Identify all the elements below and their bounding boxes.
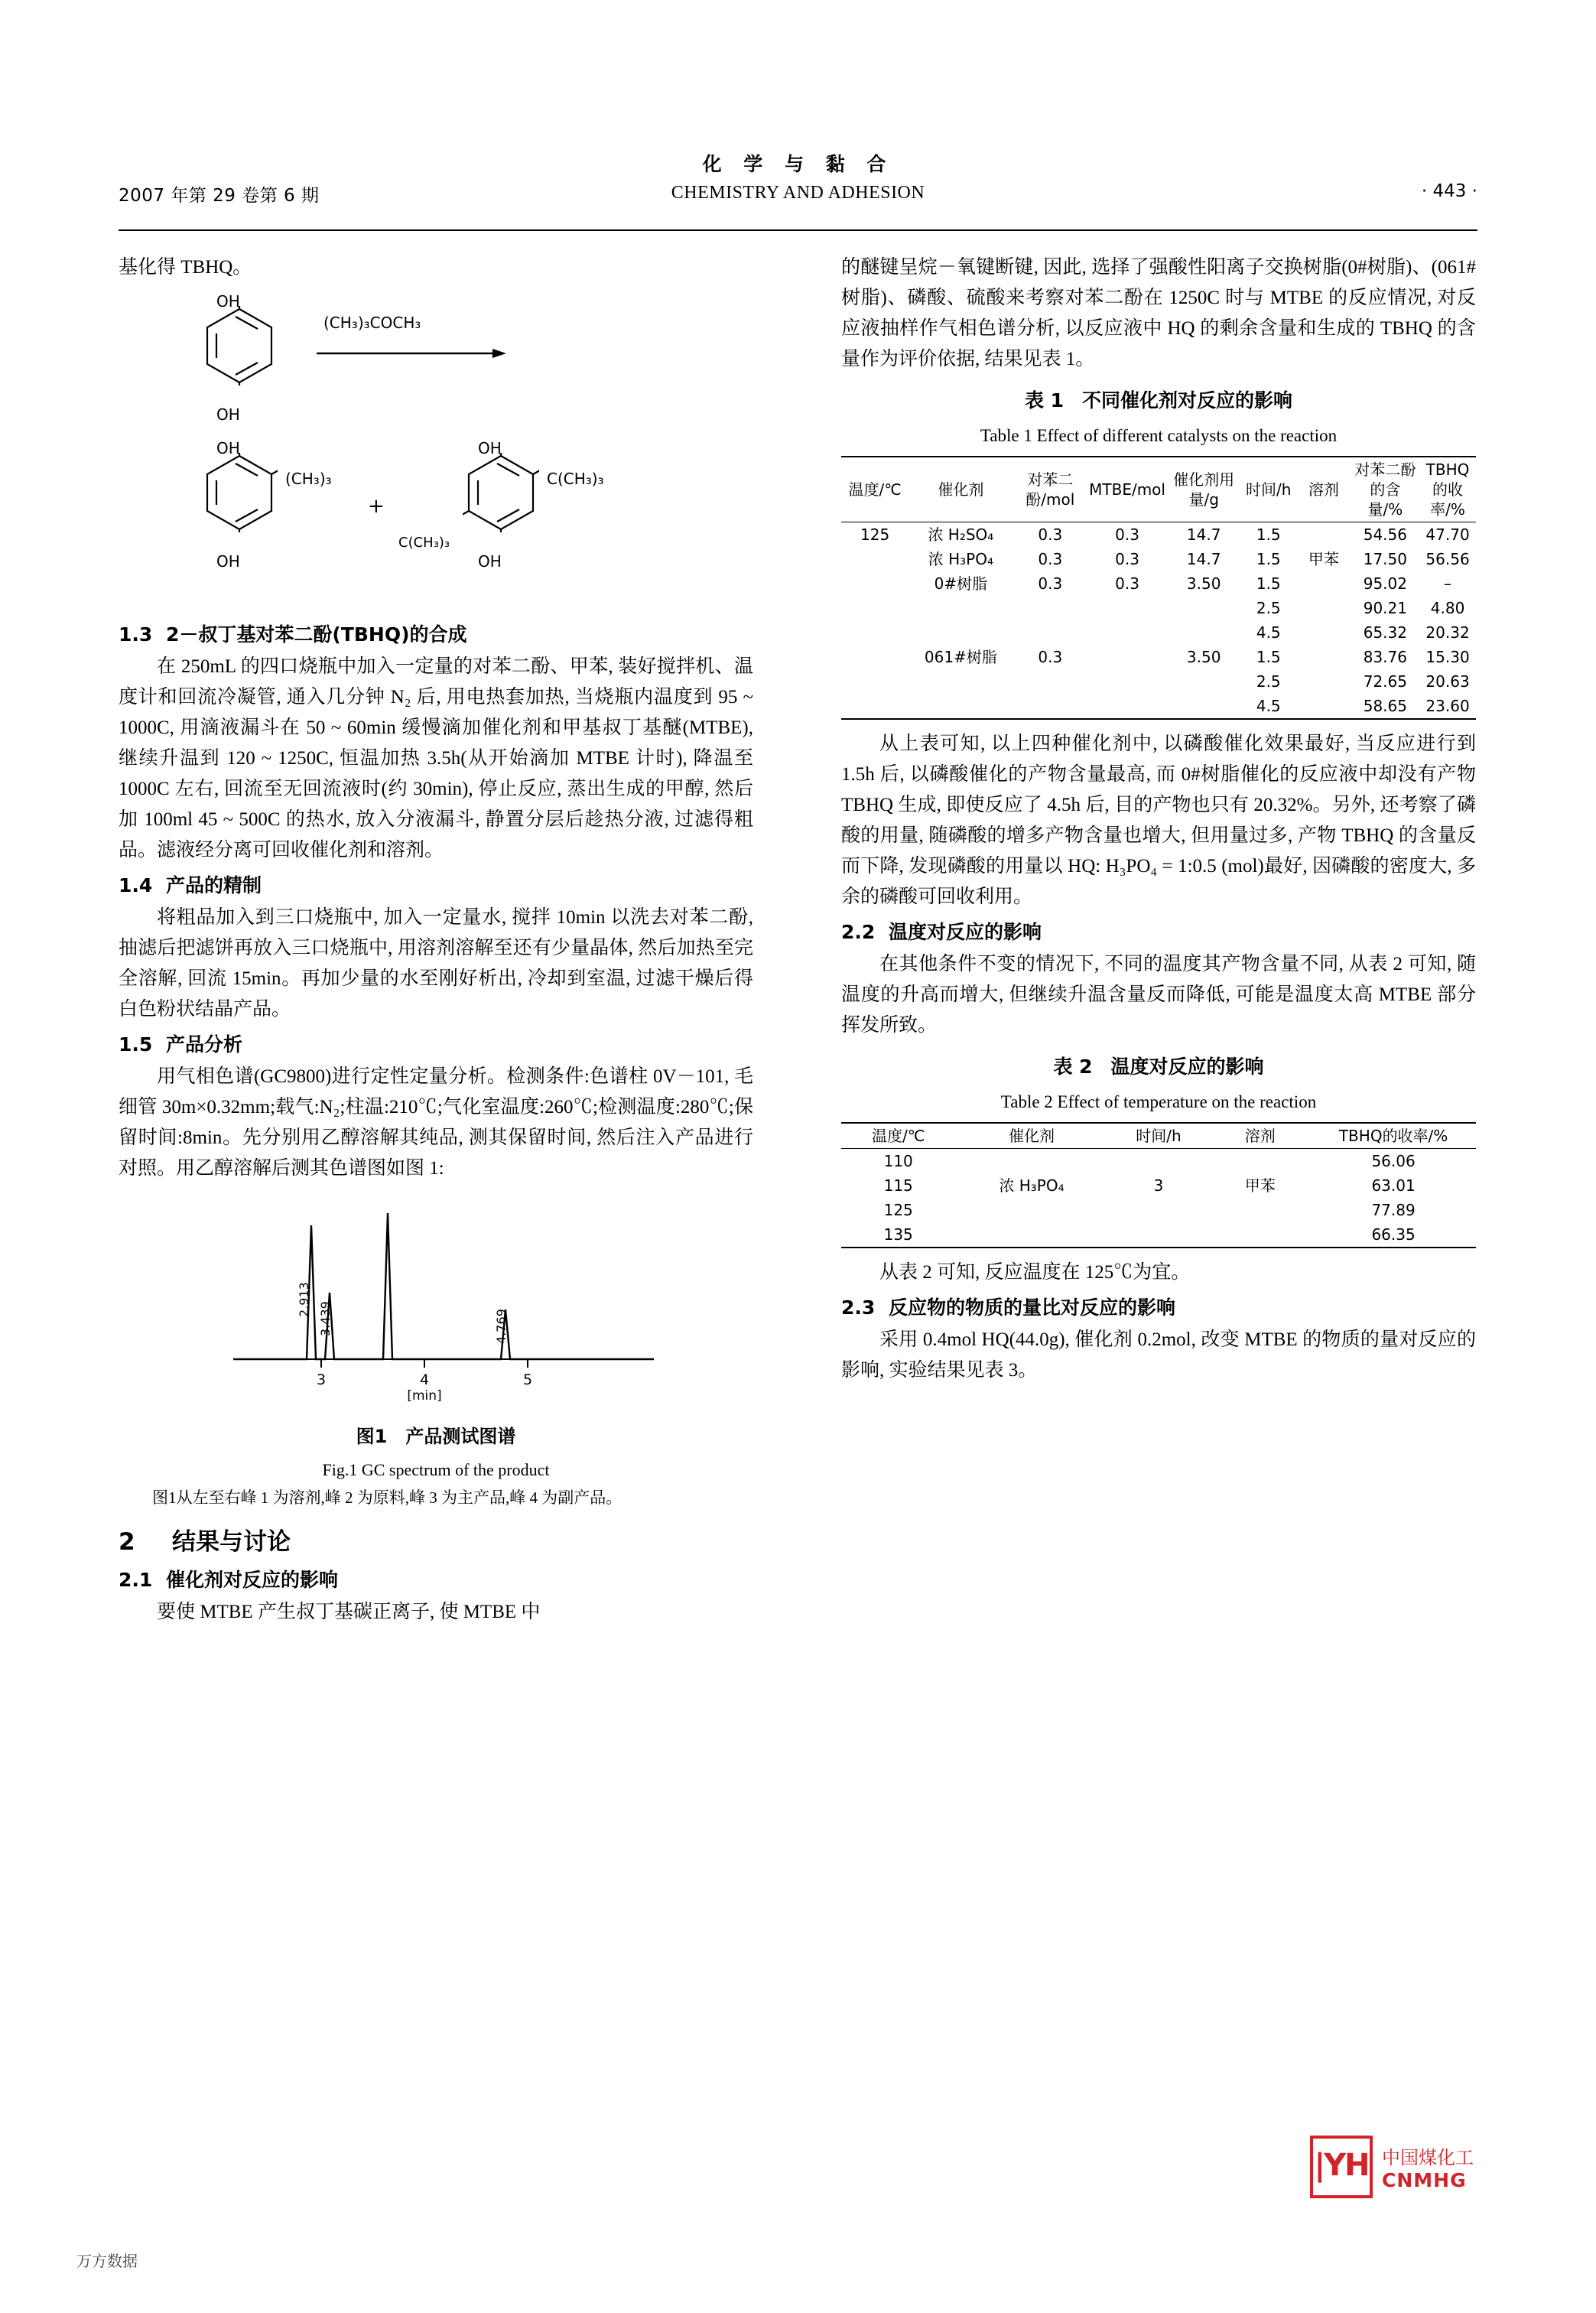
- section-title-1-4: 产品的精制: [166, 874, 262, 896]
- table-row: [841, 1149, 1476, 1174]
- scheme-p1-oh-bottom: OH: [216, 552, 240, 571]
- table2-col-solvent: 溶剂: [1209, 1123, 1311, 1149]
- scheme-p2-oh-top: OH: [478, 439, 502, 457]
- table1-col-mtbe: MTBE/mol: [1087, 457, 1167, 522]
- section-body-2-3: 采用 0.4mol HQ(44.0g), 催化剂 0.2mol, 改变 MTBE 的物质的量对反应的影响, 实验结果见表 3。: [841, 1329, 1476, 1381]
- right-paragraph-2: 从上表可知, 以上四种催化剂中, 以磷酸催化效果最好, 当反应进行到 1.5h 后, 以磷酸催化的产物含量最高, 而 0#树脂催化的反应液中却没有产物 TBHQ 生成, 即使反应了 4.5h 后, 目的产物也只有 20.32%。另外, 还考察了磷酸的用量, 随磷酸的增多产物含量也增大, 但用量过多, 产物 TBHQ 的含量反而下降, 发现磷酸的用量以 HQ: H₃PO₄ = 1:0.5 (mol)最好, 因磷酸的密度大, 多余的磷酸可回收利用。: [841, 734, 1476, 907]
- cell: [909, 694, 1013, 719]
- table2: [841, 1122, 1476, 1248]
- figure-note: 图1从左至右峰 1 为溶剂,峰 2 为原料,峰 3 为主产品,峰 4 为副产品。: [152, 1488, 622, 1507]
- table1-col-temp: 温度/℃: [841, 457, 909, 522]
- cell: 125: [860, 525, 890, 544]
- table2-body: [841, 1149, 1476, 1248]
- section-body-2-2: 在其他条件不变的情况下, 不同的温度其产物含量不同, 从表 2 可知, 随温度的升高而增大, 但继续升温含量反而降低, 可能是温度太高 MTBE 部分挥发所致。: [841, 954, 1476, 1036]
- figure-caption-cn: 图1 产品测试图谱: [356, 1426, 516, 1447]
- cell: 1.5: [1256, 550, 1281, 568]
- table2-number: 表 2: [1053, 1056, 1093, 1078]
- section-title-2-2: 温度对反应的影响: [889, 921, 1042, 943]
- cell: 56.06: [1371, 1152, 1416, 1170]
- cell: 72.65: [1363, 672, 1407, 691]
- table-row: [841, 1222, 1476, 1248]
- cell: 110: [883, 1152, 913, 1170]
- cell: 浓 H₂SO₄: [928, 525, 994, 544]
- table2-title: [841, 1052, 1476, 1082]
- cell: [909, 620, 1013, 645]
- cell: [1209, 1222, 1311, 1248]
- section-heading-2: [119, 1527, 753, 1557]
- cell: [1108, 1198, 1210, 1222]
- cell: 0.3: [1115, 550, 1139, 568]
- table1-title-en: Table 1 Effect of different catalysts on the reaction: [980, 426, 1338, 445]
- cell: [1296, 571, 1351, 596]
- cell: [1296, 645, 1351, 669]
- cell: [1167, 694, 1240, 719]
- cell: 115: [883, 1176, 913, 1195]
- cell: [1013, 596, 1088, 620]
- cell: [909, 596, 1013, 620]
- section-body-1-5: 用气相色谱(GC9800)进行定性定量分析。检测条件:色谱柱 0V－101, 毛细管 30m×0.32mm;载气:N₂;柱温:210℃;气化室温度:260℃;检测温度:280℃;保留时间:8min。先分别用乙醇溶解其纯品, 测其保留时间, 然后注入产品进行对照。用乙醇溶解后测其色谱图如图 1:: [119, 1066, 753, 1179]
- cell: 3.50: [1186, 648, 1221, 666]
- logo-text-en: CNMHG: [1382, 2169, 1467, 2191]
- section-heading-2-3: [841, 1293, 1476, 1323]
- section-title-2-3: 反应物的物质的量比对反应的影响: [889, 1296, 1176, 1319]
- svg-text:3: 3: [316, 1371, 327, 1388]
- svg-text:2.913: 2.913: [297, 1282, 311, 1317]
- cell: [841, 596, 909, 620]
- table-row: [841, 1173, 1476, 1198]
- scheme-p1-substituent: (CH₃)₃: [285, 470, 332, 488]
- cell: 77.89: [1371, 1201, 1416, 1219]
- section-body-1-3: 在 250mL 的四口烧瓶中加入一定量的对苯二酚、甲苯, 装好搅拌机、温度计和回流冷凝管, 通入几分钟 N₂ 后, 用电热套加热, 当烧瓶内温度到 95 ~ 1000C, 用滴液漏斗在 50 ~ 60min 缓慢滴加催化剂和甲基叔丁基醚(MTBE), 继续升温到 120 ~ 1250C, 恒温加热 3.5h(从开始滴加 MTBE 计时), 降温至 1000C 左右, 回流至无回流液时(约 30min), 停止反应, 蒸出生成的甲醇, 然后加 100ml 45 ~ 500C 的热水, 放入分液漏斗, 静置分层后趁热分液, 过滤得粗品。滤液经分离可回收催化剂和溶剂。: [119, 656, 753, 860]
- cell: 17.50: [1363, 550, 1407, 568]
- journal-title: [119, 149, 1477, 203]
- cell: [1209, 1198, 1311, 1222]
- scheme-p2-substituent-left: C(CH₃)₃: [398, 535, 450, 551]
- logo-text-cn: 中国煤化工: [1382, 2147, 1474, 2168]
- table2-title-cn: 温度对反应的影响: [1110, 1056, 1264, 1078]
- section-heading-2-1: [119, 1565, 753, 1596]
- cell: 0.3: [1115, 525, 1139, 544]
- cell: [1108, 1222, 1210, 1248]
- cell: 15.30: [1425, 648, 1470, 666]
- scheme-oh-bottom: OH: [216, 405, 240, 424]
- cell: 3: [1153, 1176, 1164, 1195]
- svg-text:3.439: 3.439: [318, 1301, 333, 1336]
- table-row: [841, 596, 1476, 620]
- right-paragraph-1: 的醚键呈烷－氧键断键, 因此, 选择了强酸性阳离子交换树脂(0#树脂)、(061#树脂)、磷酸、硫酸来考察对苯二酚在 1250C 时与 MTBE 的反应情况, 对反应液抽样作气相色谱分析, 以反应液中 HQ 的剩余含量和生成的 TBHQ 的含量作为评价依据, 结果见表 1。: [841, 257, 1476, 369]
- cell: 90.21: [1363, 599, 1407, 617]
- section-heading-1-5: [119, 1030, 753, 1060]
- gc-chromatogram: [119, 1195, 753, 1417]
- cell: 4.5: [1256, 623, 1281, 642]
- cell: 4.80: [1430, 599, 1465, 617]
- cell: 14.7: [1186, 525, 1221, 544]
- cell: 0#树脂: [934, 574, 988, 593]
- cell: 14.7: [1186, 550, 1221, 568]
- section-number-2-3: 2.3: [841, 1296, 876, 1319]
- svg-text:4.769: 4.769: [494, 1309, 509, 1344]
- cell: [841, 620, 909, 645]
- cell: [955, 1198, 1107, 1222]
- header-page-number: · 443 ·: [1421, 181, 1477, 201]
- cell: 63.01: [1371, 1176, 1416, 1195]
- cell: 1.5: [1256, 574, 1281, 593]
- section-title-1-3: 2－叔丁基对苯二酚(TBHQ)的合成: [166, 623, 467, 646]
- cell: [1296, 694, 1351, 719]
- cell: 061#树脂: [924, 648, 997, 666]
- reaction-scheme: [119, 286, 753, 615]
- right-column: [841, 252, 1476, 1386]
- cell: [1087, 694, 1167, 719]
- cell: 2.5: [1256, 599, 1281, 617]
- section-body-1-4: 将粗品加入到三口烧瓶中, 加入一定量水, 搅拌 10min 以洗去对苯二酚, 抽滤后把滤饼再放入三口烧瓶中, 用溶剂溶解至还有少量晶体, 然后加热至完全溶解, 回流 15min。再加少量的水至刚好析出, 冷却到室温, 过滤干燥后得白色粉状结晶产品。: [119, 907, 753, 1020]
- cell: 83.76: [1363, 648, 1407, 666]
- table-row: [841, 522, 1476, 548]
- scheme-p2-oh-bottom: OH: [478, 552, 502, 571]
- chromatogram-svg: [119, 1195, 753, 1401]
- left-column: [119, 252, 753, 1628]
- cell: [841, 645, 909, 669]
- scheme-reagent-label: (CH₃)₃COCH₃: [323, 314, 421, 332]
- cell: [1296, 669, 1351, 694]
- header-rule: [119, 229, 1477, 231]
- section-number-1-4: 1.4: [119, 874, 153, 896]
- cell: [1013, 620, 1088, 645]
- cell: 135: [841, 1222, 955, 1248]
- table1-number: 表 1: [1024, 389, 1065, 412]
- table1-title: [841, 386, 1476, 416]
- cell: 47.70: [1425, 525, 1470, 544]
- section-number-2-1: 2.1: [119, 1569, 153, 1591]
- table1-col-catalyst: 催化剂: [909, 457, 1013, 522]
- section-number-1-3: 1.3: [119, 623, 153, 646]
- cell: 125: [883, 1201, 913, 1219]
- table-row: [841, 620, 1476, 645]
- table1-col-hq: 对苯二酚/mol: [1013, 457, 1088, 522]
- cell: [841, 694, 909, 719]
- table1: [841, 456, 1476, 720]
- cell: [841, 547, 909, 571]
- cell: 2.5: [1256, 672, 1281, 691]
- page-header: [119, 149, 1477, 218]
- table2-col-time: 时间/h: [1108, 1123, 1210, 1149]
- section-title-2: 结果与讨论: [172, 1528, 291, 1556]
- cell: 0.3: [1115, 574, 1139, 593]
- table-row: [841, 547, 1476, 571]
- table-row: [841, 1198, 1476, 1222]
- cell: [909, 669, 1013, 694]
- section-body-2-1: 要使 MTBE 产生叔丁基碳正离子, 使 MTBE 中: [157, 1602, 541, 1622]
- cell: 0.3: [1038, 550, 1063, 568]
- benzene-ring-2: [201, 453, 267, 529]
- table1-col-yield: TBHQ的收率/%: [1419, 457, 1476, 522]
- cell: 浓 H₃PO₄: [999, 1176, 1065, 1195]
- figure-caption-en: Fig.1 GC spectrum of the product: [322, 1460, 550, 1479]
- cell: 0.3: [1038, 648, 1063, 666]
- table-row: [841, 669, 1476, 694]
- cell: [1013, 694, 1088, 719]
- section-number-1-5: 1.5: [119, 1033, 153, 1056]
- table1-title-cn: 不同催化剂对反应的影响: [1082, 389, 1293, 412]
- table-row: [841, 645, 1476, 669]
- cell: 95.02: [1363, 574, 1407, 593]
- cell: [1087, 645, 1167, 669]
- cell: 甲苯: [1244, 1176, 1276, 1195]
- table1-col-solvent: 溶剂: [1296, 457, 1351, 522]
- cell: 3.50: [1186, 574, 1221, 593]
- journal-title-cn: 化 学 与 黏 合: [702, 153, 894, 175]
- table2-col-yield: TBHQ的收率/%: [1311, 1123, 1476, 1149]
- table2-col-temp: 温度/℃: [841, 1123, 955, 1149]
- section-title-2-1: 催化剂对反应的影响: [166, 1569, 339, 1591]
- cell: 甲苯: [1308, 550, 1339, 568]
- table1-body: [841, 522, 1476, 720]
- section-heading-1-4: [119, 870, 753, 901]
- header-issue: 2007 年第 29 卷第 6 期: [119, 186, 320, 206]
- benzene-ring-1: [201, 306, 267, 382]
- journal-title-en: CHEMISTRY AND ADHESION: [671, 183, 925, 203]
- cell: 0.3: [1038, 525, 1063, 544]
- cell: [1167, 669, 1240, 694]
- svg-text:4: 4: [419, 1371, 430, 1388]
- cell: [1108, 1149, 1210, 1174]
- cell: 54.56: [1363, 525, 1407, 544]
- cell: [1087, 669, 1167, 694]
- cell: 23.60: [1419, 694, 1476, 719]
- scheme-p1-oh-top: OH: [216, 439, 240, 457]
- benzene-ring-3: [463, 453, 528, 529]
- cell: [841, 571, 909, 596]
- publisher-logo: [1310, 2136, 1474, 2198]
- cell: [1296, 596, 1351, 620]
- cell: –: [1444, 574, 1452, 593]
- cell: [1209, 1149, 1311, 1174]
- scheme-plus: +: [368, 495, 385, 518]
- cell: 20.32: [1425, 623, 1470, 642]
- cell: 66.35: [1311, 1222, 1476, 1248]
- table1-header-row: [841, 457, 1476, 522]
- cell: 58.65: [1351, 694, 1419, 719]
- cell: 1.5: [1256, 648, 1281, 666]
- table1-col-content: 对苯二酚的含量/%: [1351, 457, 1419, 522]
- cell: 浓 H₃PO₄: [928, 550, 993, 568]
- cell: [955, 1222, 1107, 1248]
- cell: 65.32: [1363, 623, 1407, 642]
- cell: [841, 669, 909, 694]
- cell: 0.3: [1038, 574, 1063, 593]
- left-lead-text: 基化得 TBHQ。: [119, 257, 252, 278]
- table1-col-time: 时间/h: [1240, 457, 1296, 522]
- section-number-2: 2: [119, 1528, 135, 1556]
- svg-text:[min]: [min]: [407, 1388, 442, 1401]
- svg-text:5: 5: [522, 1371, 533, 1388]
- cell: 56.56: [1425, 550, 1470, 568]
- section-number-2-2: 2.2: [841, 921, 876, 943]
- table-row: [841, 571, 1476, 596]
- cell: [1167, 620, 1240, 645]
- cell: [1296, 620, 1351, 645]
- table1-col-amount: 催化剂用量/g: [1167, 457, 1240, 522]
- section-title-1-5: 产品分析: [166, 1033, 243, 1056]
- cell: 20.63: [1425, 672, 1470, 691]
- scheme-p2-substituent-right: C(CH₃)₃: [547, 470, 604, 488]
- cell: 4.5: [1240, 694, 1296, 719]
- cell: [1013, 669, 1088, 694]
- logo-mark-icon: |YH: [1310, 2136, 1373, 2198]
- table2-title-en: Table 2 Effect of temperature on the reaction: [1000, 1092, 1317, 1111]
- cell: [1087, 620, 1167, 645]
- cell: [1296, 522, 1351, 548]
- watermark-wanfang: 万方数据: [76, 2252, 138, 2270]
- section-heading-1-3: [119, 620, 753, 650]
- section-heading-2-2: [841, 917, 1476, 948]
- cell: [1087, 596, 1167, 620]
- cell: 1.5: [1256, 525, 1281, 544]
- scheme-oh-top: OH: [216, 292, 240, 311]
- table2-col-catalyst: 催化剂: [955, 1123, 1107, 1149]
- table2-header-row: [841, 1123, 1476, 1149]
- right-paragraph-3: 从表 2 可知, 反应温度在 125℃为宜。: [879, 1262, 1191, 1283]
- table-row: [841, 694, 1476, 719]
- cell: [955, 1149, 1107, 1174]
- cell: [1167, 596, 1240, 620]
- logo-text: [1382, 2142, 1474, 2191]
